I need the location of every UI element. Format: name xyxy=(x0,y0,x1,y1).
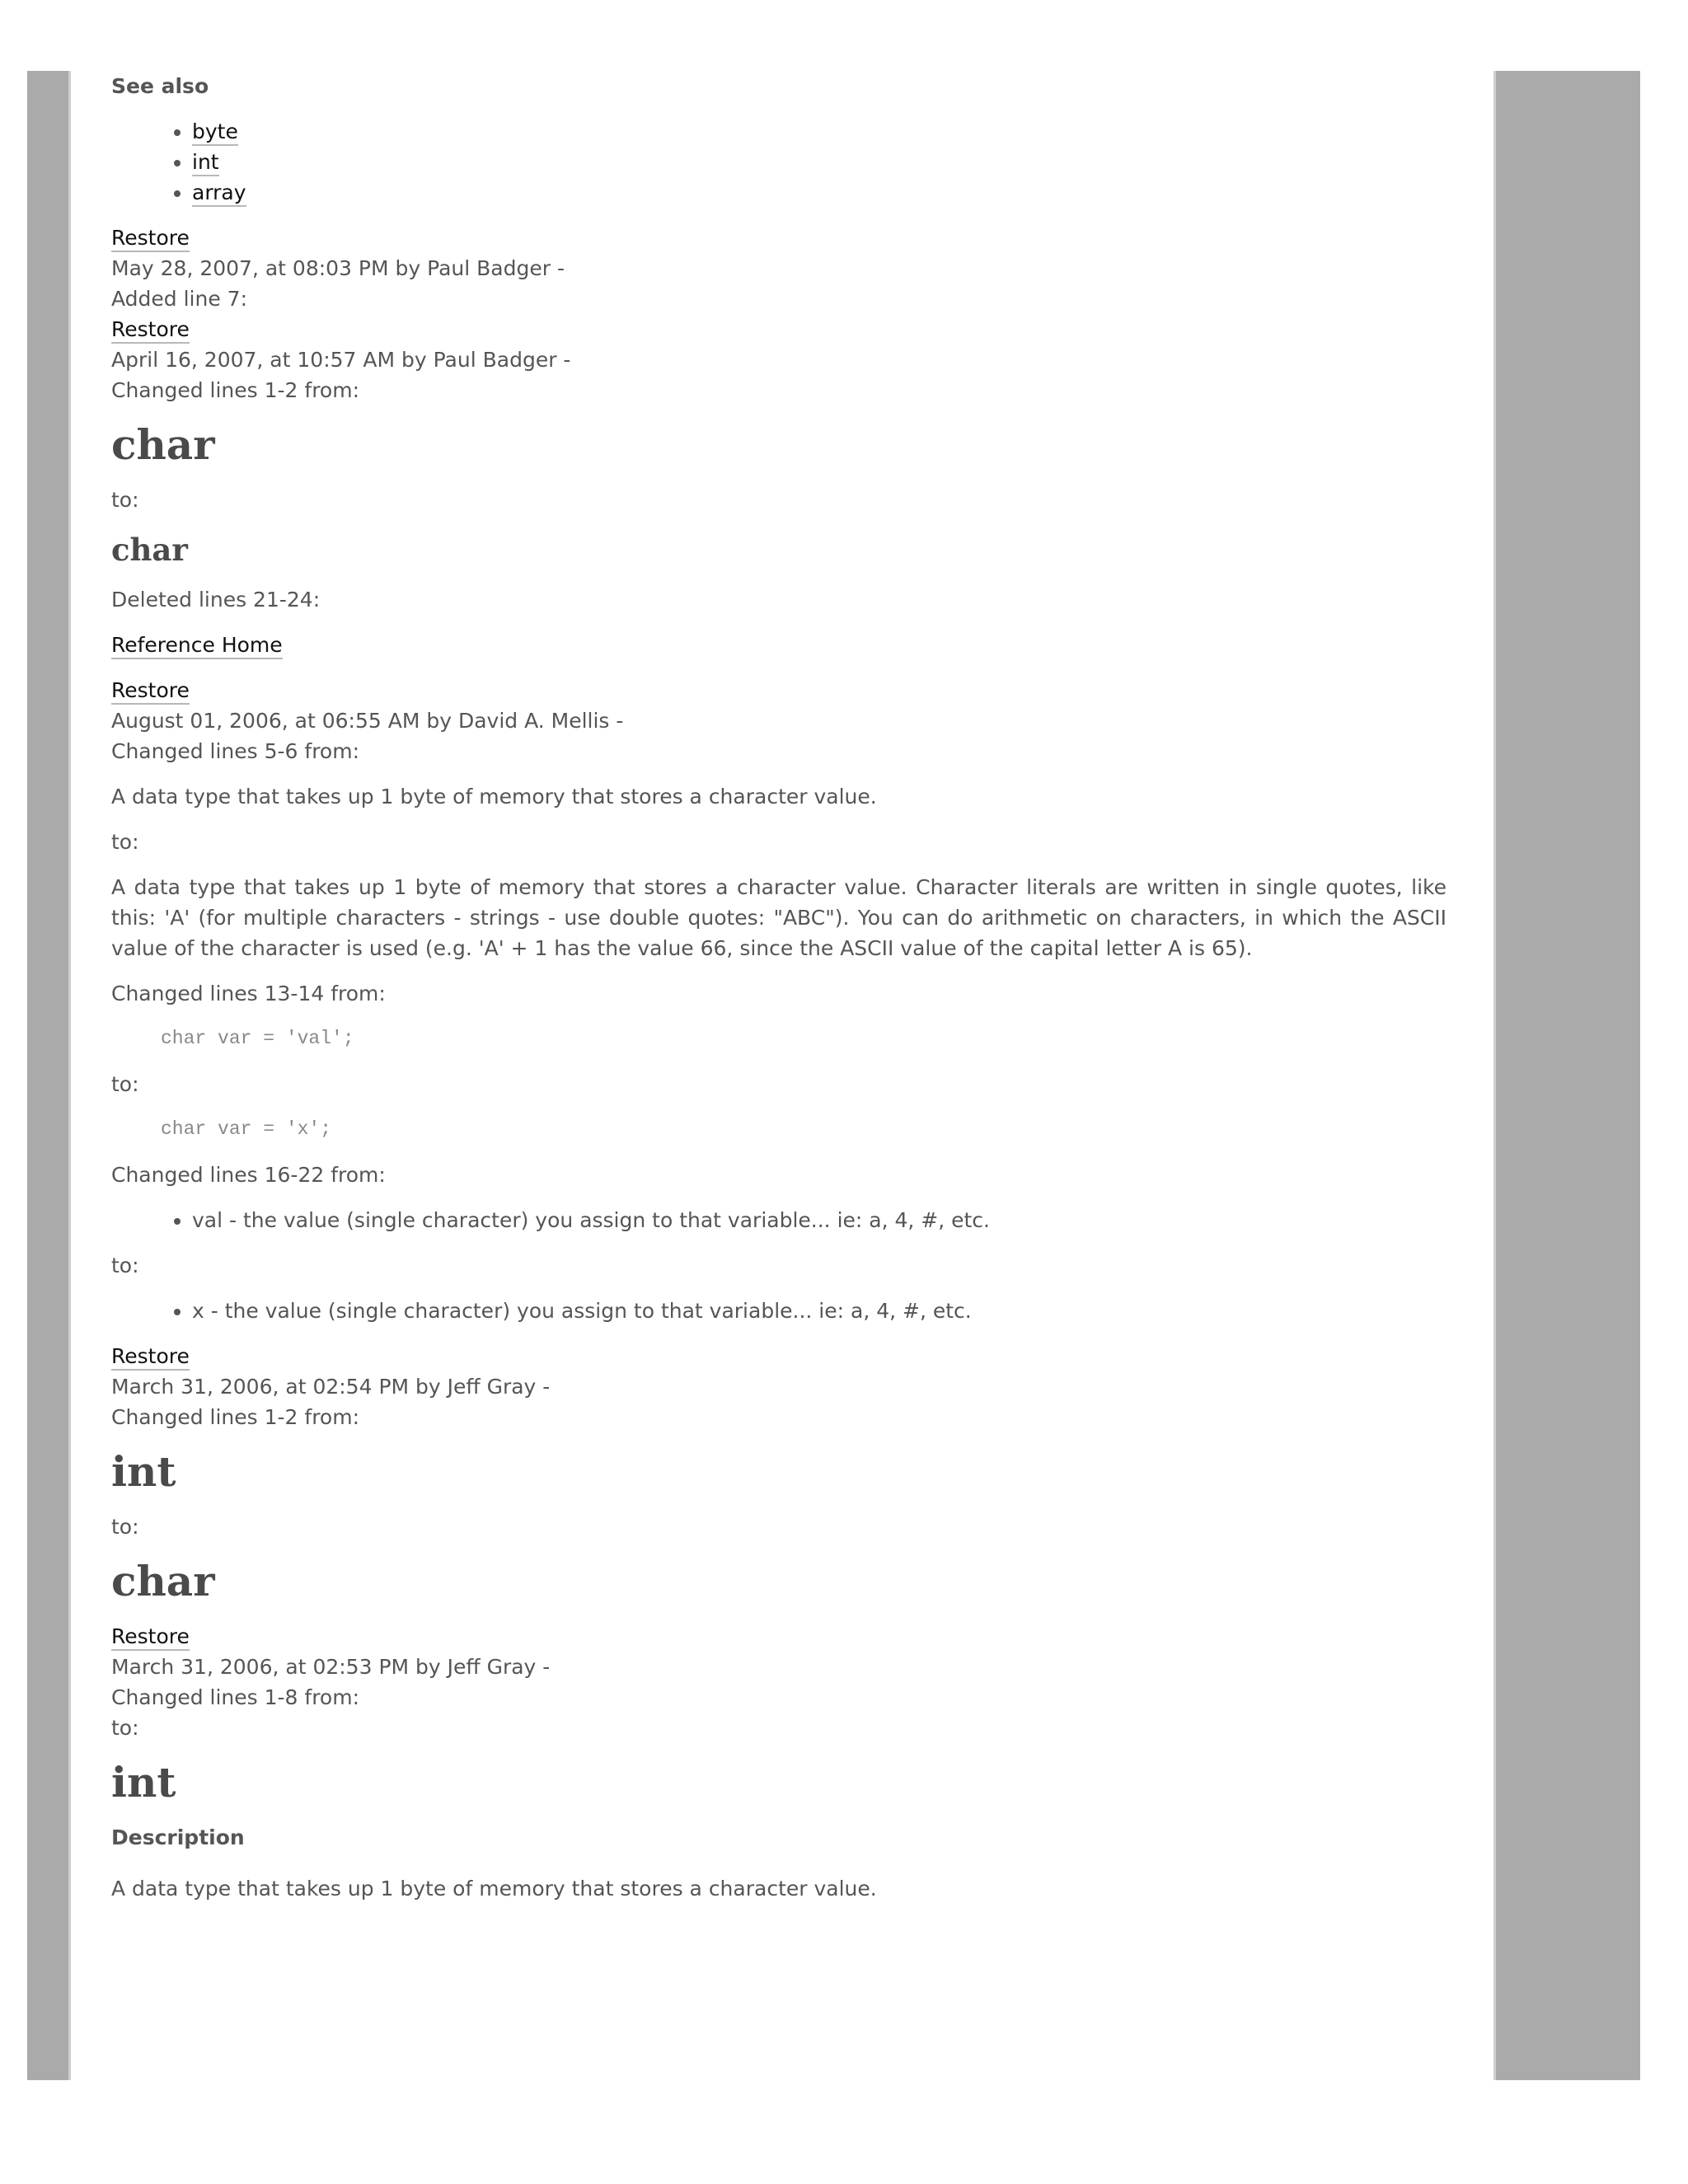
diff-to-title: int xyxy=(111,1758,176,1807)
diff-to-title: char xyxy=(111,1557,215,1605)
link-int[interactable]: int xyxy=(192,150,219,176)
revision-meta: April 16, 2007, at 10:57 AM by Paul Badger - xyxy=(111,348,571,372)
see-also-list xyxy=(111,116,1447,208)
list-item xyxy=(192,177,1447,208)
revision-meta: August 01, 2006, at 06:55 AM by David A. Mellis - xyxy=(111,709,624,733)
list-item xyxy=(192,116,1447,147)
restore-link[interactable]: Restore xyxy=(111,317,190,344)
diff-to-code: char var = 'x'; xyxy=(161,1118,332,1140)
change-summary: Changed lines 16-22 from: xyxy=(111,1163,386,1187)
to-label: to: xyxy=(111,1515,139,1539)
change-summary: Changed lines 13-14 from: xyxy=(111,982,386,1005)
see-also-heading: See also xyxy=(111,74,209,98)
to-label: to: xyxy=(111,1716,139,1740)
change-summary: Added line 7: xyxy=(111,287,247,311)
diff-from-code: char var = 'val'; xyxy=(161,1028,354,1049)
link-byte[interactable]: byte xyxy=(192,120,238,146)
revision-meta: May 28, 2007, at 08:03 PM by Paul Badger - xyxy=(111,256,565,280)
right-sidebar xyxy=(1493,71,1640,2080)
diff-from-list xyxy=(111,1205,1447,1235)
left-sidebar xyxy=(27,71,71,2080)
to-label: to: xyxy=(111,1072,139,1096)
list-item: • val - the value (single character) you assign to that variable... ie: a, 4, #, etc. xyxy=(192,1205,1447,1235)
restore-link[interactable]: Restore xyxy=(111,1344,190,1371)
change-summary: Changed lines 1-8 from: xyxy=(111,1685,360,1709)
to-label: to: xyxy=(111,488,139,512)
diff-to-list xyxy=(111,1296,1447,1326)
to-label: to: xyxy=(111,830,139,854)
restore-link[interactable]: Restore xyxy=(111,678,190,705)
restore-link[interactable]: Restore xyxy=(111,226,190,252)
change-summary: Changed lines 5-6 from: xyxy=(111,739,360,763)
diff-from-text: A data type that takes up 1 byte of memory that stores a character value. xyxy=(111,785,877,808)
change-summary: Deleted lines 21-24: xyxy=(111,588,321,612)
diff-to-text: A data type that takes up 1 byte of memory that stores a character value. Character literals are written in single quotes, like this: 'A' (for multiple characters - strings - use double quotes: "ABC"). You can do arithmetic on characters, in which the ASCII value of the character is used (e.g. 'A' + 1 has the value 66, since the ASCII value of the capital letter A is 65). xyxy=(111,875,1447,960)
revision-meta: March 31, 2006, at 02:54 PM by Jeff Gray - xyxy=(111,1375,551,1399)
list-item: • x - the value (single character) you assign to that variable... ie: a, 4, #, etc. xyxy=(192,1296,1447,1326)
to-label: to: xyxy=(111,1254,139,1277)
reference-home-link[interactable]: Reference Home xyxy=(111,633,283,659)
change-summary: Changed lines 1-2 from: xyxy=(111,1405,360,1429)
revision-meta: March 31, 2006, at 02:53 PM by Jeff Gray - xyxy=(111,1655,551,1679)
page-content xyxy=(111,71,1447,1904)
description-heading: Description xyxy=(111,1825,245,1849)
diff-from-title: int xyxy=(111,1447,176,1496)
link-array[interactable]: array xyxy=(192,180,246,207)
diff-to-title: char xyxy=(111,532,188,568)
list-item xyxy=(192,147,1447,177)
restore-link[interactable]: Restore xyxy=(111,1624,190,1651)
change-summary: Changed lines 1-2 from: xyxy=(111,378,360,402)
description-text: A data type that takes up 1 byte of memory that stores a character value. xyxy=(111,1877,877,1900)
diff-from-title: char xyxy=(111,420,215,469)
